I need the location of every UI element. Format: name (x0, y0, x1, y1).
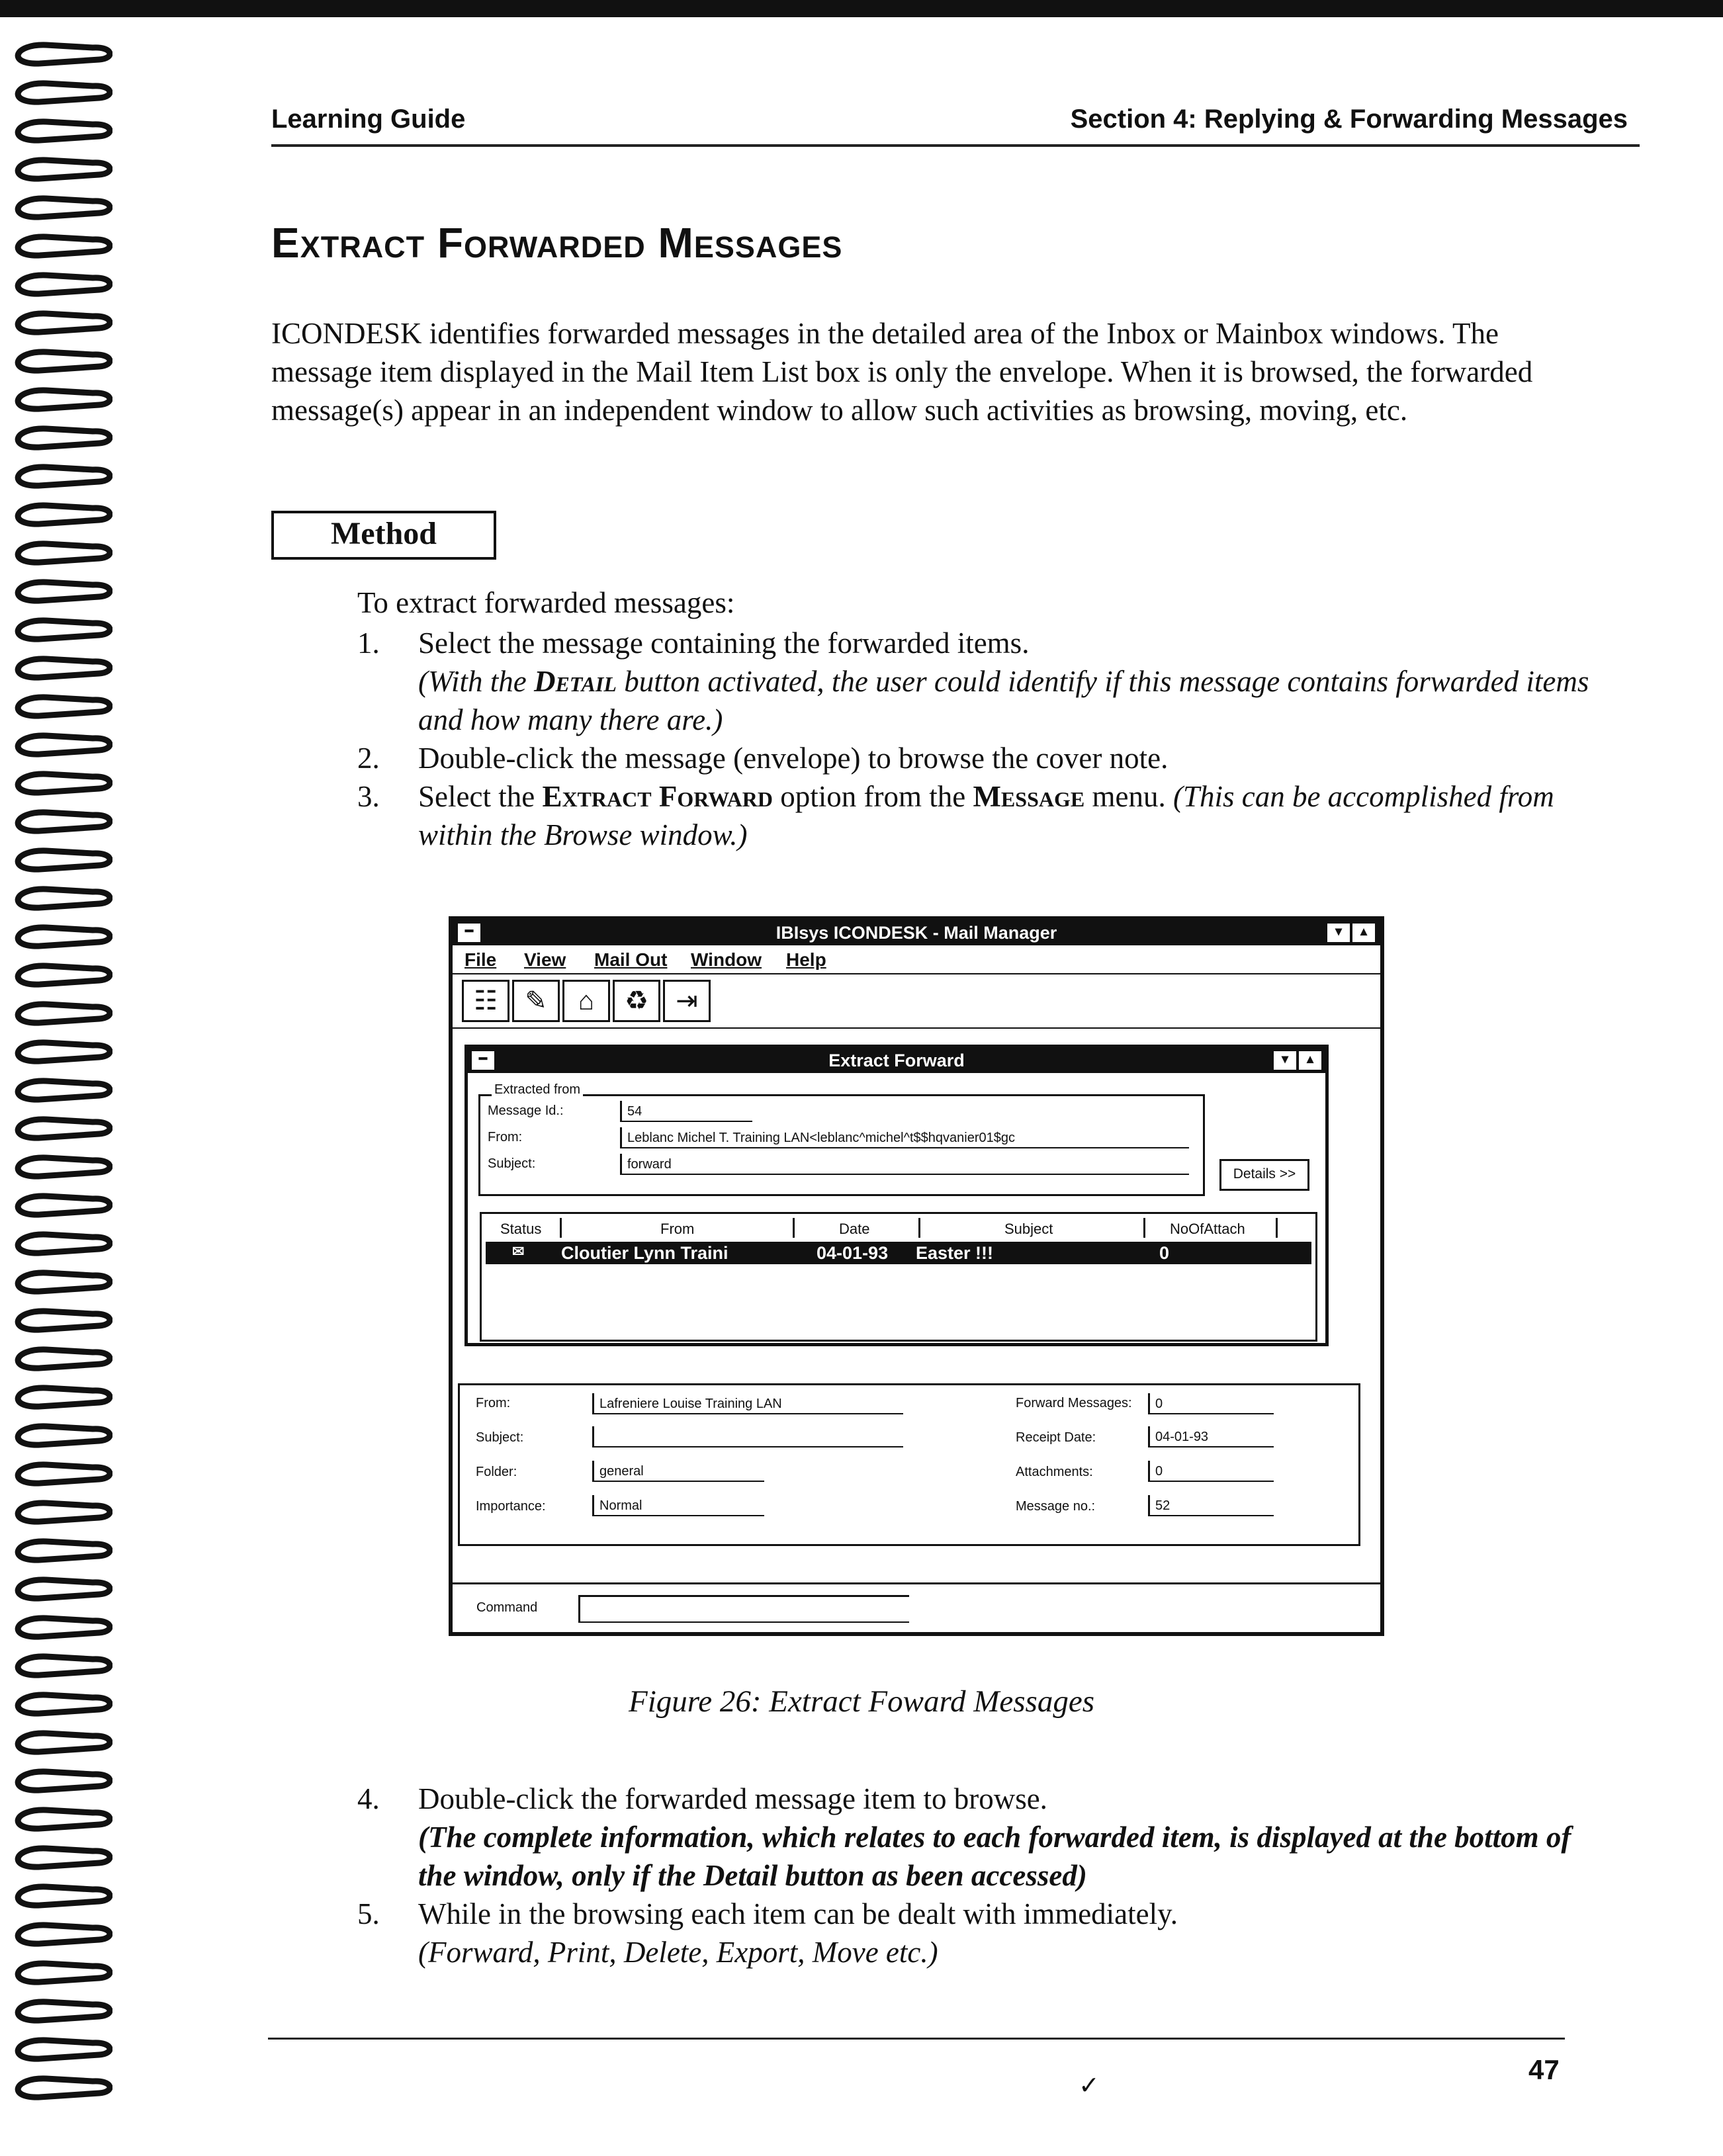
extracted-from-label: Extracted from (492, 1082, 583, 1098)
send-icon[interactable]: ⇥ (663, 980, 711, 1022)
note-part: (With the (418, 665, 534, 698)
binding-coil (0, 1997, 112, 2026)
step-3 (357, 777, 1614, 854)
command-label: Command (476, 1600, 538, 1615)
row-attach: 0 (1159, 1243, 1170, 1263)
row-date: 04-01-93 (817, 1243, 889, 1263)
binding-coil (0, 1881, 112, 1911)
menu-file[interactable]: File (464, 949, 497, 970)
binding-coil (0, 922, 112, 951)
step-note: (Forward, Print, Delete, Export, Move etc.) (418, 1936, 938, 1969)
binding-coil (0, 999, 112, 1028)
forwarded-items-list[interactable] (480, 1212, 1317, 1342)
binding-coil (0, 1076, 112, 1105)
menu-help[interactable]: Help (786, 949, 826, 970)
binding-coil (0, 232, 112, 261)
details-button[interactable]: Details >> (1219, 1159, 1309, 1191)
binding-coil (0, 1191, 112, 1220)
binding-coil (0, 539, 112, 568)
binding-coil (0, 308, 112, 337)
step-number: 3. (357, 780, 380, 813)
note-detail-term: Detail (533, 665, 617, 698)
step-number: 4. (357, 1782, 380, 1815)
intro-paragraph: ICONDESK identifies forwarded messages in the detailed area of the Inbox or Mainbox windows. The message item displayed in the Mail Item List box is only the envelope. When it is browsed, the forwarded message(s) appear in an independent window to allow such activities as browsing, moving, etc. (271, 317, 1533, 427)
detail-subject-label: Subject: (476, 1430, 524, 1445)
command-bar (453, 1582, 1380, 1632)
step-text: While in the browsing each item can be dealt with immediately. (418, 1897, 1178, 1930)
dialog-system-menu-icon[interactable]: ━ (470, 1050, 496, 1071)
binding-coil (0, 1843, 112, 1872)
address-book-icon[interactable]: ☷ (462, 980, 509, 1022)
detail-subject-field (592, 1426, 903, 1447)
binding-coil (0, 2035, 112, 2064)
step-note (418, 665, 1589, 736)
running-header (271, 99, 1628, 138)
mail-manager-window (449, 916, 1384, 1636)
detail-folder-field: general (592, 1461, 764, 1482)
window-title-bar (453, 920, 1380, 945)
col-noofattach[interactable]: NoOfAttach (1170, 1221, 1245, 1237)
binding-coil (0, 1152, 112, 1182)
column-divider (1143, 1218, 1145, 1238)
binding-coil (0, 884, 112, 913)
step-number: 2. (357, 742, 380, 775)
binding-coil (0, 692, 112, 721)
binding-coil (0, 116, 112, 146)
binding-coil (0, 845, 112, 875)
binding-coil (0, 615, 112, 644)
minimize-icon[interactable]: ▾ (1326, 922, 1351, 943)
detail-forward-label: Forward Messages: (1016, 1396, 1132, 1410)
extract-forward-dialog (464, 1045, 1329, 1346)
binding-coil (0, 78, 112, 107)
message-id-label: Message Id.: (488, 1103, 564, 1118)
dialog-maximize-icon[interactable]: ▴ (1298, 1050, 1323, 1071)
detail-receipt-label: Receipt Date: (1016, 1430, 1096, 1445)
binding-coil (0, 1037, 112, 1066)
command-input[interactable] (578, 1595, 909, 1623)
page-number: 47 (1528, 2054, 1560, 2085)
binding-coil (0, 1805, 112, 1834)
binding-coil (0, 1766, 112, 1795)
step-text: Select the message containing the forwarded items. (418, 626, 1030, 660)
toolbar (453, 973, 1380, 1029)
binding-coil (0, 500, 112, 529)
note-part: button activated, the user could identify if this message contains forwarded items and how many there are.) (418, 665, 1589, 736)
binding-coil (0, 193, 112, 222)
scan-top-edge (0, 0, 1723, 17)
binding-coil (0, 1459, 112, 1488)
message-menu-term: Message (973, 780, 1085, 813)
binding-coil (0, 807, 112, 836)
binding-coil (0, 1651, 112, 1680)
binding-coil (0, 462, 112, 491)
menu-bar (453, 947, 1380, 972)
binding-coil (0, 1306, 112, 1335)
detail-forward-field: 0 (1148, 1393, 1274, 1414)
detail-folder-label: Folder: (476, 1465, 517, 1479)
header-right: Section 4: Replying & Forwarding Messages (1070, 105, 1628, 134)
detail-receipt-field: 04-01-93 (1148, 1426, 1274, 1447)
binding-coil (0, 1229, 112, 1258)
steps-list-bottom (357, 1780, 1614, 1971)
step-note: (This can be accomplished from within the Browse window.) (418, 780, 1554, 851)
binding-coil (0, 577, 112, 606)
step-1 (357, 624, 1614, 739)
detail-importance-label: Importance: (476, 1499, 546, 1514)
from-label: From: (488, 1130, 523, 1144)
subject-label: Subject: (488, 1156, 536, 1171)
binding-coil (0, 769, 112, 798)
folder-tree-icon[interactable]: ⌂ (562, 980, 610, 1022)
spiral-binding (0, 40, 119, 2156)
footer-rule (268, 2038, 1565, 2040)
steps-list-top (357, 624, 1614, 854)
column-divider (1276, 1218, 1278, 1238)
dialog-title: Extract Forward (828, 1051, 965, 1070)
binding-coil (0, 1421, 112, 1450)
detail-attach-field: 0 (1148, 1461, 1274, 1482)
column-divider (918, 1218, 920, 1238)
detail-importance-field: Normal (592, 1495, 764, 1516)
binding-coil (0, 1114, 112, 1143)
list-row-selected[interactable] (486, 1242, 1311, 1264)
method-box: Method (271, 511, 496, 560)
binding-coil (0, 270, 112, 299)
dialog-title-bar (468, 1048, 1325, 1073)
row-subject: Easter !!! (916, 1243, 994, 1263)
steps-lead: To extract forwarded messages: (357, 586, 735, 619)
text-part: menu. (1084, 780, 1166, 813)
binding-coil (0, 1498, 112, 1527)
figure-caption: Figure 26: Extract Foward Messages (628, 1684, 1094, 1719)
menu-mail-out[interactable]: Mail Out (594, 949, 668, 970)
col-date[interactable]: Date (839, 1221, 870, 1237)
binding-coil (0, 1728, 112, 1757)
extract-forward-term: Extract Forward (542, 780, 773, 813)
column-divider (560, 1218, 562, 1238)
trash-icon[interactable]: ♻ (613, 980, 660, 1022)
binding-coil (0, 385, 112, 414)
binding-coil (0, 1536, 112, 1565)
binding-coil (0, 40, 112, 69)
envelope-icon: ✉ (512, 1243, 525, 1260)
step-note: (The complete information, which relates to each forwarded item, is displayed at the bottom of the window, only if the Detail button as been accessed) (418, 1821, 1571, 1892)
binding-coil (0, 1268, 112, 1297)
binding-coil (0, 730, 112, 759)
detail-from-field: Lafreniere Louise Training LAN (592, 1393, 903, 1414)
text-part: option from the (772, 780, 973, 813)
system-menu-icon[interactable]: ━ (457, 922, 482, 943)
subject-field[interactable]: forward (620, 1154, 1189, 1175)
col-from[interactable]: From (660, 1221, 695, 1237)
binding-coil (0, 155, 112, 184)
step-number: 5. (357, 1897, 380, 1930)
binding-coil (0, 1383, 112, 1412)
section-title: Extract Forwarded Messages (271, 219, 843, 267)
menu-view[interactable]: View (524, 949, 566, 970)
step-text: Double-click the forwarded message item to browse. (418, 1782, 1047, 1815)
step-2 (357, 739, 1614, 777)
step-5 (357, 1895, 1614, 1971)
binding-coil (0, 1613, 112, 1642)
detail-msgno-field: 52 (1148, 1495, 1274, 1516)
col-status[interactable]: Status (500, 1221, 542, 1237)
header-left: Learning Guide (271, 105, 466, 134)
row-from: Cloutier Lynn Traini (561, 1243, 729, 1263)
dialog-minimize-icon[interactable]: ▾ (1272, 1050, 1298, 1071)
from-field[interactable]: Leblanc Michel T. Training LAN<leblanc^michel^t$$hqvanier01$gc (620, 1127, 1189, 1148)
step-4 (357, 1780, 1614, 1895)
binding-coil (0, 423, 112, 453)
text-part: Select the (418, 780, 543, 813)
binding-coil (0, 347, 112, 376)
compose-icon[interactable]: ✎ (512, 980, 560, 1022)
binding-coil (0, 1920, 112, 1949)
detail-from-label: From: (476, 1396, 511, 1410)
column-divider (793, 1218, 795, 1238)
binding-coil (0, 1574, 112, 1604)
detail-area (458, 1383, 1360, 1546)
detail-msgno-label: Message no.: (1016, 1499, 1096, 1514)
col-subject[interactable]: Subject (1004, 1221, 1053, 1237)
binding-coil (0, 654, 112, 683)
binding-coil (0, 1958, 112, 1987)
pen-mark: ✓ (1079, 2072, 1100, 2100)
step-text: Double-click the message (envelope) to browse the cover note. (418, 742, 1169, 775)
binding-coil (0, 961, 112, 990)
step-text (418, 780, 1166, 813)
message-id-field[interactable]: 54 (620, 1101, 752, 1122)
maximize-icon[interactable]: ▴ (1351, 922, 1376, 943)
step-number: 1. (357, 626, 380, 660)
detail-attach-label: Attachments: (1016, 1465, 1093, 1479)
binding-coil (0, 1344, 112, 1373)
window-title: IBIsys ICONDESK - Mail Manager (775, 923, 1057, 943)
menu-window[interactable]: Window (691, 949, 762, 970)
header-rule (271, 144, 1640, 147)
binding-coil (0, 2073, 112, 2102)
